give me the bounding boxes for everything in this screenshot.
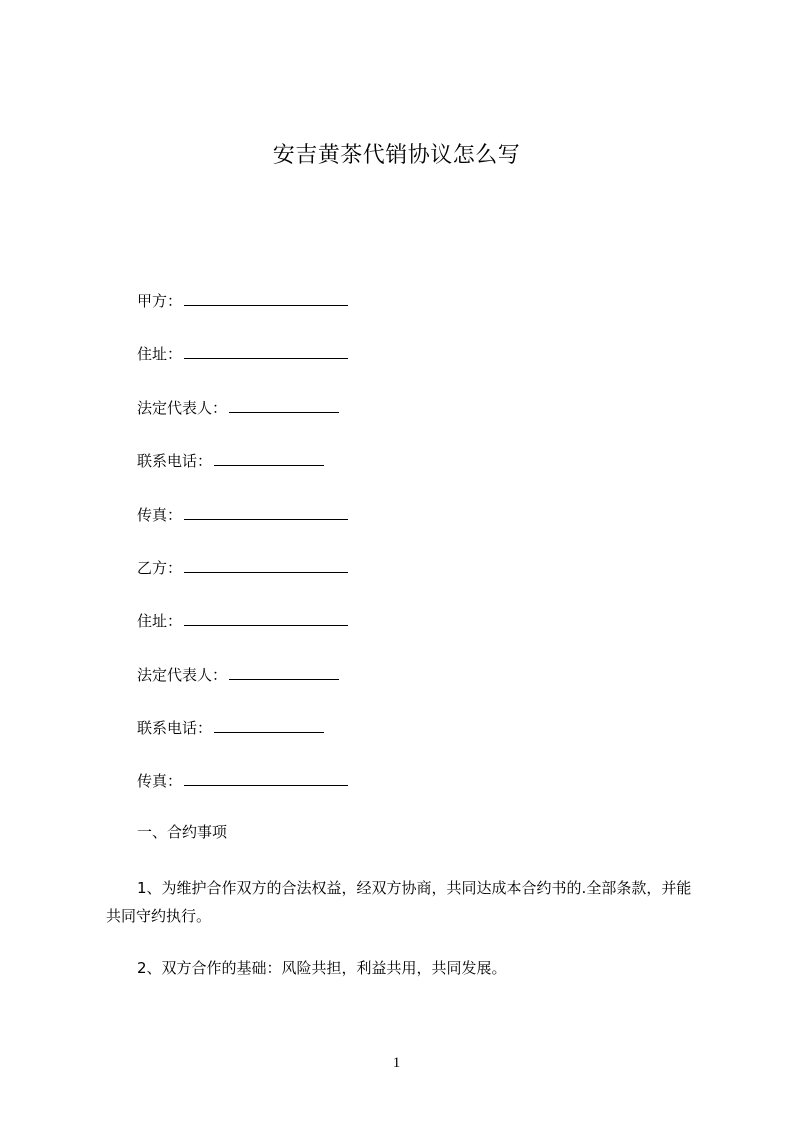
party-a-legal-rep-label: 法定代表人： [137, 399, 228, 417]
clause-1-paragraph: 1、为维护合作双方的合法权益，经双方协商，共同达成本合约书的.全部条款，并能共同守约执行。 [106, 879, 692, 925]
party-a-phone-field [137, 451, 324, 471]
party-a-address-label: 住址： [137, 345, 183, 363]
party-a-address-field [137, 344, 348, 364]
page-number: 1 [392, 1055, 401, 1071]
party-b-legal-rep-blank [229, 665, 339, 680]
party-a-fax-label: 传真： [137, 506, 183, 524]
party-b-name-blank [184, 558, 348, 573]
party-b-fax-blank [184, 771, 348, 786]
document-title: 安吉黄茶代销协议怎么写 [272, 143, 521, 168]
party-a-legal-rep-field [137, 398, 339, 418]
party-a-name-label: 甲方： [137, 292, 183, 310]
party-b-fax-field [137, 771, 348, 791]
party-b-address-field [137, 611, 348, 631]
party-b-legal-rep-label: 法定代表人： [137, 666, 228, 684]
party-b-phone-blank [214, 718, 324, 733]
party-b-fax-label: 传真： [137, 772, 183, 790]
party-b-phone-label: 联系电话： [137, 719, 213, 737]
party-b-address-blank [184, 611, 348, 626]
party-a-name-blank [184, 291, 348, 306]
party-b-name-label: 乙方： [137, 559, 183, 577]
party-a-phone-label: 联系电话： [137, 452, 213, 470]
party-a-fax-field [137, 505, 348, 525]
clause-2-paragraph: 2、双方合作的基础：风险共担，利益共用，共同发展。 [137, 959, 507, 977]
party-b-name-field [137, 558, 348, 578]
party-b-phone-field [137, 718, 324, 738]
party-a-legal-rep-blank [229, 398, 339, 413]
party-a-address-blank [184, 344, 348, 359]
party-b-legal-rep-field [137, 665, 339, 685]
party-a-name-field [137, 291, 348, 311]
party-a-phone-blank [214, 451, 324, 466]
party-b-address-label: 住址： [137, 612, 183, 630]
section-1-heading: 一、合约事项 [137, 823, 228, 841]
party-a-fax-blank [184, 505, 348, 520]
